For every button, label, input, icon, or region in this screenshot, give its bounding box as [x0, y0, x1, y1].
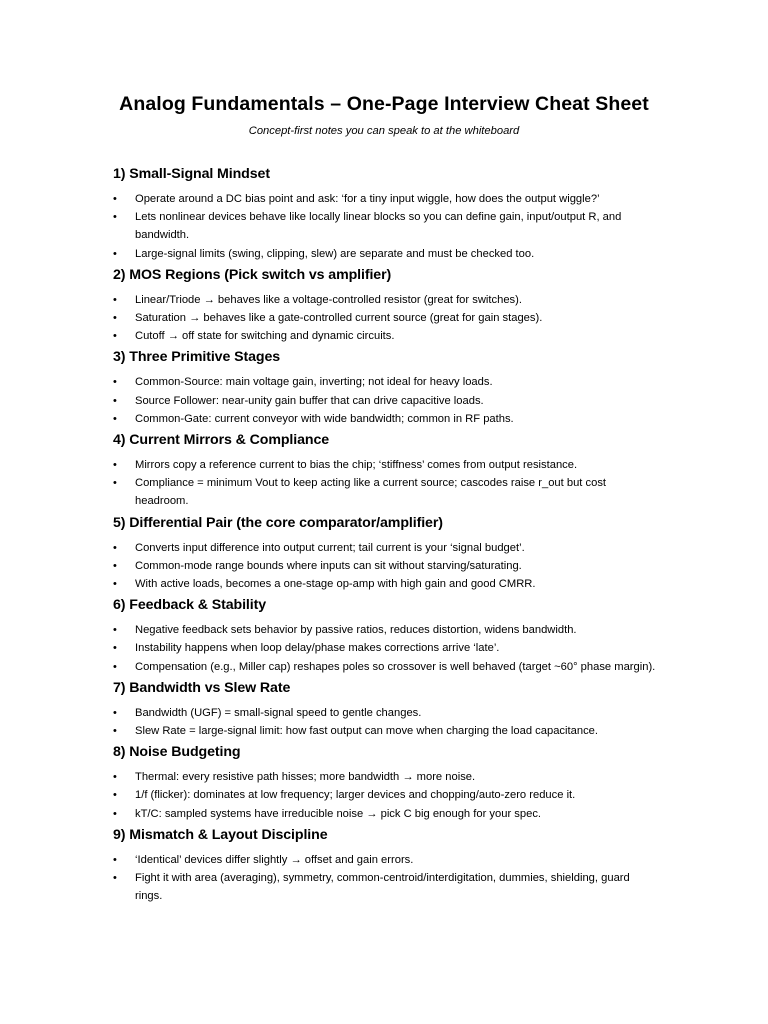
bullet-item: • kT/C: sampled systems have irreducible noise → pick C big enough for your spec. [113, 805, 658, 823]
bullet-item: • Cutoff → off state for switching and dynamic circuits. [113, 327, 658, 345]
section-heading: 4) Current Mirrors & Compliance [113, 432, 330, 449]
section-heading: 2) MOS Regions (Pick switch vs amplifier) [113, 266, 392, 283]
bullet-item: • Thermal: every resistive path hisses; more bandwidth → more noise. [113, 768, 658, 786]
section [113, 514, 658, 594]
page-subtitle: Concept-first notes you can speak to at the whiteboard [248, 125, 520, 137]
bullet-item: • Fight it with area (averaging), symmetry, common-centroid/interdigitation, dummies, shielding, guard rings. [113, 869, 658, 905]
bullet-item: • Large-signal limits (swing, clipping, slew) are separate and must be checked too. [113, 245, 658, 263]
section-heading: 8) Noise Budgeting [113, 744, 241, 761]
section [113, 348, 658, 428]
bullet-item: • Saturation → behaves like a gate-controlled current source (great for gain stages). [113, 309, 658, 327]
bullet-item: • Negative feedback sets behavior by passive ratios, reduces distortion, widens bandwidth. [113, 621, 658, 639]
bullet-item: • Bandwidth (UGF) = small-signal speed to gentle changes. [113, 704, 658, 722]
bullet-item: • Compensation (e.g., Miller cap) reshapes poles so crossover is well behaved (target ~60° phase margin). [113, 658, 658, 676]
bullet-list [113, 851, 658, 906]
section [113, 743, 658, 823]
section [113, 679, 658, 740]
bullet-item: • With active loads, becomes a one-stage op-amp with high gain and good CMRR. [113, 575, 658, 593]
section [113, 596, 658, 676]
bullet-item: • Common-Source: main voltage gain, inverting; not ideal for heavy loads. [113, 373, 658, 391]
bullet-item: • Lets nonlinear devices behave like locally linear blocks so you can define gain, input/output R, and bandwidth. [113, 208, 658, 244]
bullet-list [113, 190, 658, 263]
bullet-item: • Source Follower: near-unity gain buffer that can drive capacitive loads. [113, 392, 658, 410]
bullet-item: • ‘Identical’ devices differ slightly → offset and gain errors. [113, 851, 658, 869]
section-heading: 1) Small-Signal Mindset [113, 166, 270, 182]
bullet-list [113, 704, 658, 740]
bullet-item: • Compliance = minimum Vout to keep acting like a current source; cascodes raise r_out but cost headroom. [113, 474, 658, 510]
bullet-item: • Slew Rate = large-signal limit: how fast output can move when charging the load capacitance. [113, 722, 658, 740]
section-heading: 5) Differential Pair (the core comparator/amplifier) [113, 514, 443, 531]
section-heading: 9) Mismatch & Layout Discipline [113, 826, 328, 843]
bullet-item: • Common-mode range bounds where inputs can sit without starving/saturating. [113, 557, 658, 575]
bullet-item: • Linear/Triode → behaves like a voltage-controlled resistor (great for switches). [113, 291, 658, 309]
section [113, 431, 658, 511]
bullet-item: • Operate around a DC bias point and ask: ‘for a tiny input wiggle, how does the output wiggle?’ [113, 190, 658, 208]
section-heading: 3) Three Primitive Stages [113, 349, 281, 366]
bullet-item: • Instability happens when loop delay/phase makes corrections arrive ‘late’. [113, 639, 658, 657]
section [113, 165, 658, 263]
bullet-list [113, 373, 658, 428]
bullet-list [113, 621, 658, 676]
section [113, 826, 658, 906]
bullet-item: • Common-Gate: current conveyor with wide bandwidth; common in RF paths. [113, 410, 658, 428]
bullet-list [113, 456, 658, 511]
bullet-item: • 1/f (flicker): dominates at low frequency; larger devices and chopping/auto-zero reduce it. [113, 786, 658, 804]
bullet-item: • Mirrors copy a reference current to bias the chip; ‘stiffness’ comes from output resistance. [113, 456, 658, 474]
document-body [113, 165, 658, 908]
bullet-list [113, 768, 658, 823]
bullet-list [113, 291, 658, 346]
bullet-item: • Converts input difference into output current; tail current is your ‘signal budget’. [113, 539, 658, 557]
page-title: Analog Fundamentals – One-Page Interview Cheat Sheet [119, 93, 649, 115]
section-heading: 7) Bandwidth vs Slew Rate [113, 679, 291, 696]
section [113, 266, 658, 346]
bullet-list [113, 539, 658, 594]
section-heading: 6) Feedback & Stability [113, 597, 267, 614]
